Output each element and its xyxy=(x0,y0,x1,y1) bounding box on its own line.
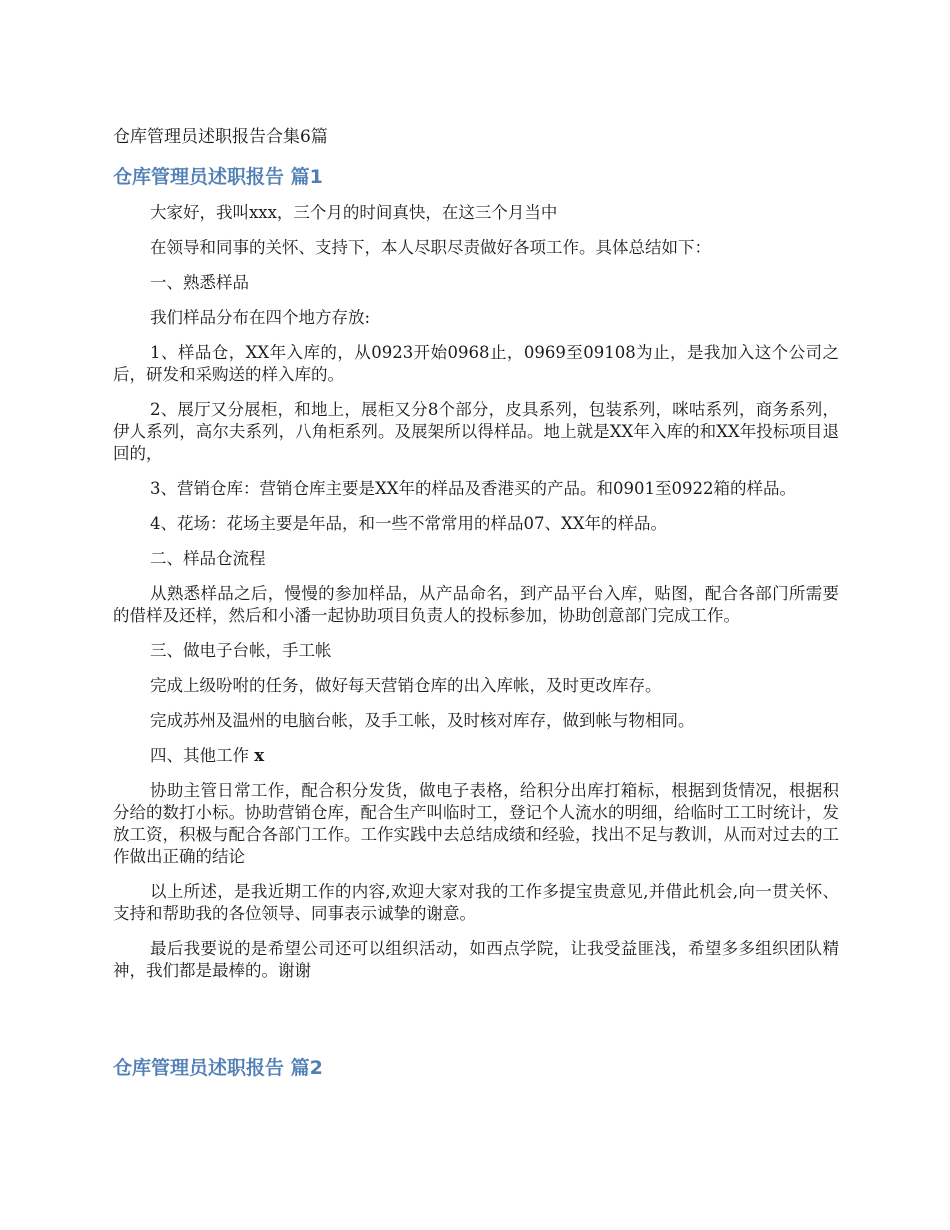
paragraph: 4、花场：花场主要是年品，和一些不常常用的样品07、XX年的样品。 xyxy=(150,514,667,533)
paragraph: 完成上级吩咐的任务，做好每天营销仓库的出入库帐，及时更改库存。 xyxy=(150,676,662,695)
paragraph: 最后我要说的是希望公司还可以组织活动，如西点学院，让我受益匪浅，希望多多组织团队精神，我们都是最棒的。谢谢 xyxy=(113,939,839,980)
paragraph: 以上所述，是我近期工作的内容,欢迎大家对我的工作多提宝贵意见,并借此机会,向一贯关怀、支持和帮助我的各位领导、同事表示诚挚的谢意。 xyxy=(113,882,839,923)
paragraph: 我们样品分布在四个地方存放: xyxy=(150,308,371,327)
subheading-other-work-text: 四、其他工作 xyxy=(150,746,249,765)
section-1-body xyxy=(113,202,839,995)
paragraph: 2、展厅又分展柜，和地上，展柜又分8个部分，皮具系列，包装系列，咪咕系列，商务系列，伊人系列，高尔夫系列，八角柜系列。及展架所以得样品。地上就是XX年入库的和XX年投标项目退回的， xyxy=(113,400,839,463)
document-title: 仓库管理员述职报告合集6篇 xyxy=(113,127,328,147)
paragraph: 在领导和同事的关怀、支持下，本人尽职尽责做好各项工作。具体总结如下： xyxy=(150,238,711,257)
paragraph: 协助主管日常工作，配合积分发货，做电子表格，给积分出库打箱标，根据到货情况，根据积分给的数打小标。协助营销仓库，配合生产叫临时工，登记个人流水的明细，给临时工工时统计，发放工资，积极与配合各部门工作。工作实践中去总结成绩和经验，找出不足与教训，从而对过去的工作做出正确的结论 xyxy=(113,781,839,866)
paragraph: 大家好，我叫xxx，三个月的时间真快，在这三个月当中 xyxy=(150,203,558,222)
subheading-sample-process: 二、样品仓流程 xyxy=(150,549,266,568)
section-heading-2: 仓库管理员述职报告 篇2 xyxy=(113,1057,323,1079)
paragraph: 1、样品仓，XX年入库的，从0923开始0968止，0969至09108为止，是我加入这个公司之后，研发和采购送的样入库的。 xyxy=(113,343,839,384)
subheading-other-work xyxy=(113,745,839,767)
subheading-ledger: 三、做电子台帐，手工帐 xyxy=(150,641,332,660)
section-heading-1: 仓库管理员述职报告 篇1 xyxy=(113,166,323,188)
paragraph: 3、营销仓库：营销仓库主要是XX年的样品及香港买的产品。和0901至0922箱的样品。 xyxy=(150,479,796,498)
subheading-other-work-suffix: x xyxy=(254,746,265,765)
subheading-familiarize-samples: 一、熟悉样品 xyxy=(150,273,249,292)
paragraph: 从熟悉样品之后，慢慢的参加样品，从产品命名，到产品平台入库，贴图，配合各部门所需要的借样及还样，然后和小潘一起协助项目负责人的投标参加，协助创意部门完成工作。 xyxy=(113,584,839,625)
paragraph: 完成苏州及温州的电脑台帐，及手工帐，及时核对库存，做到帐与物相同。 xyxy=(150,711,695,730)
